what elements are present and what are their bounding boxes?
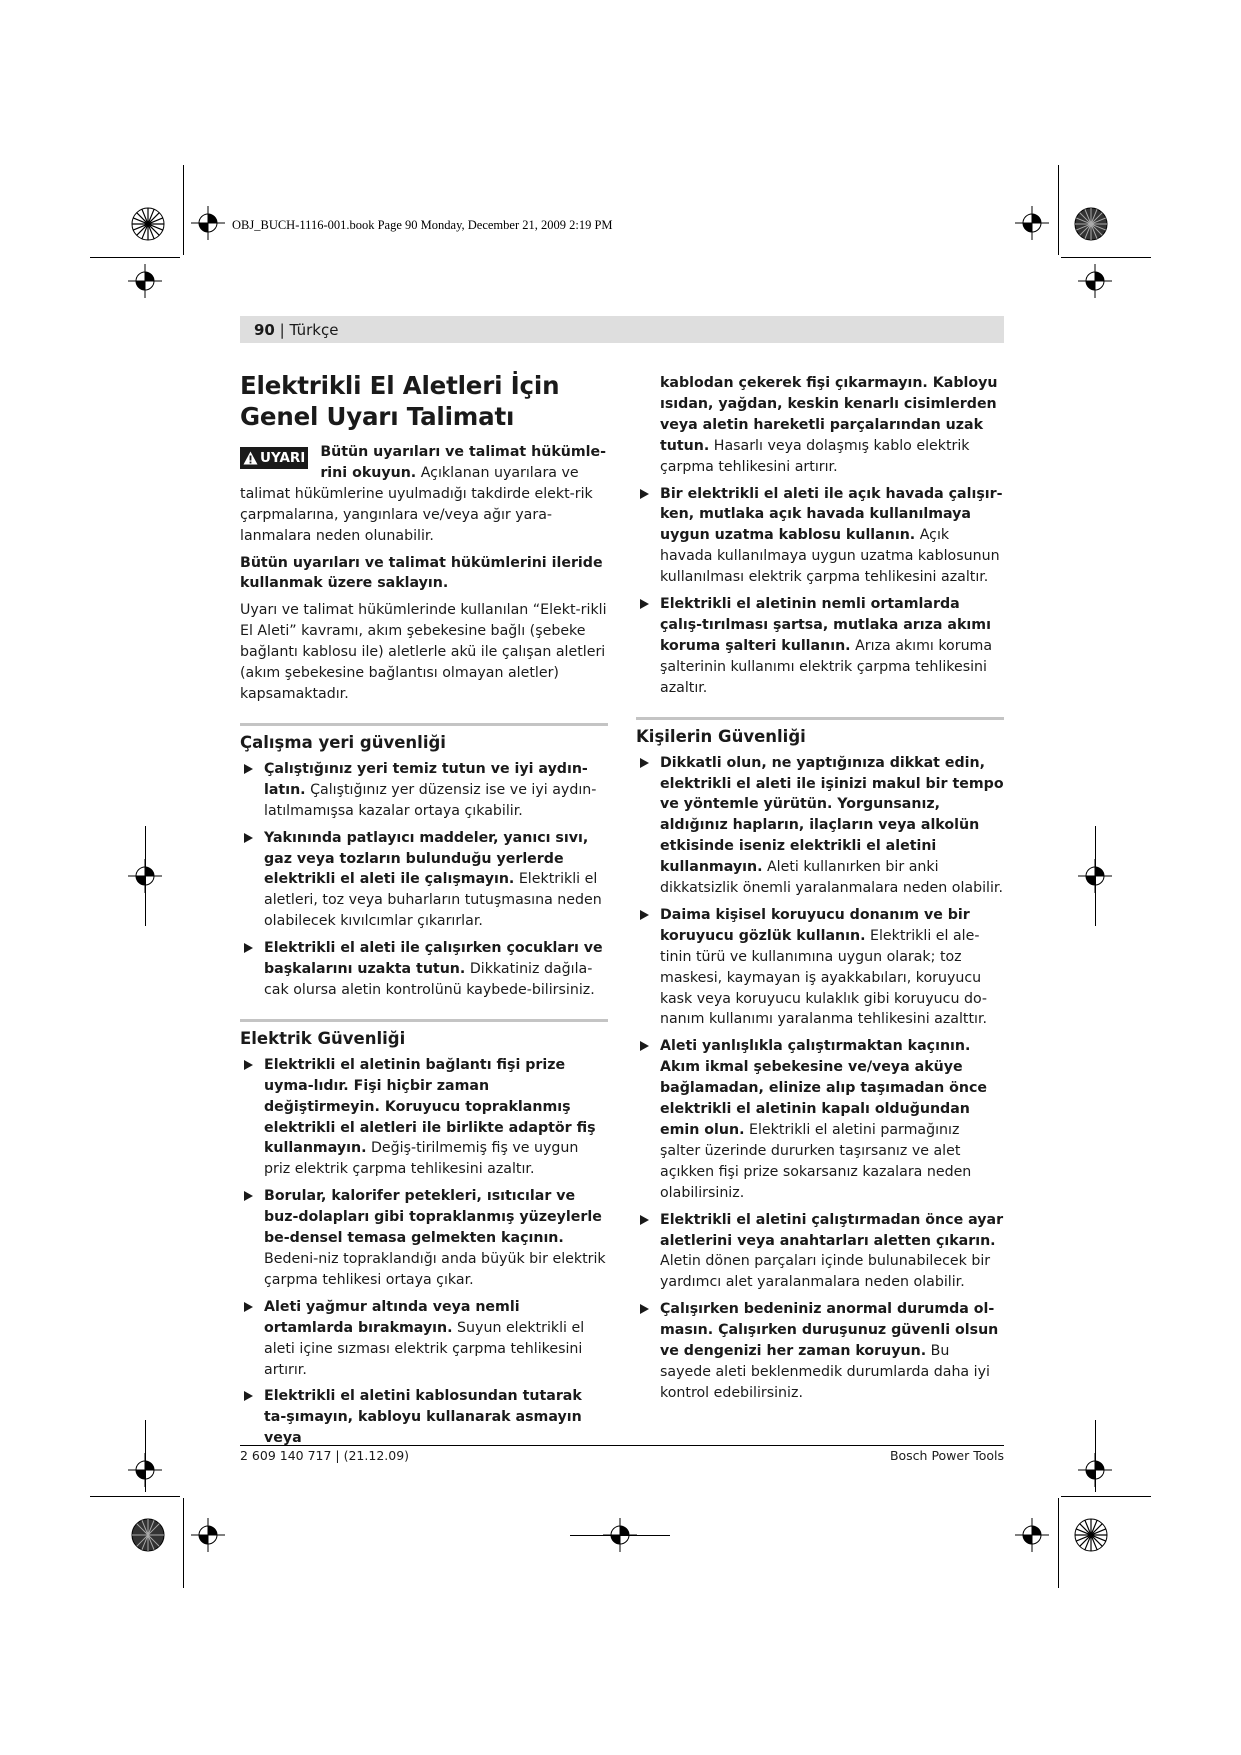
crop-line <box>1061 257 1151 258</box>
header-text <box>254 321 338 339</box>
footer-doc-number: 2 609 140 717 | (21.12.09) <box>240 1448 410 1463</box>
footer-brand: Bosch Power Tools <box>889 1448 1004 1463</box>
list-item <box>240 1186 608 1291</box>
item-text: Dikkatiniz dağıla-cak olursa aletin kontrolünü kaybede-bilirsiniz. <box>264 961 595 998</box>
item-bold: Elektrikli el aletinin nemli ortamlarda çalış-tırılması şartsa, mutlaka arıza akımı koruma şalteri kullanın. <box>660 596 991 654</box>
item-text: Aletin dönen parçaları içinde bulunabilecek bir yardımcı alet yaralanmalara neden olabilir. <box>660 1253 991 1291</box>
color-registration-icon <box>1074 1518 1108 1552</box>
list-item <box>240 828 608 933</box>
warning-block <box>240 442 608 547</box>
item-text: Elektrikli el ale-tinin türü ve kullanımına uygun olarak; toz maskesi, kaymayan iş ayakkabıları, koruyucu kask veya koruyucu kulaklık gibi koruyucu do-nanım kullanımı yaralanma tehlikesini azalttır. <box>660 927 988 1028</box>
section-title: Elektrik Güvenliği <box>240 1028 406 1048</box>
item-bold: Elektrikli el aleti ile çalışırken çocukları ve başkalarını uzakta tutun. <box>264 940 603 978</box>
bullet-arrow-icon <box>640 1041 649 1051</box>
item-text: Arıza akımı koruma şalterinin kullanımı elektrik çarpma tehlikesini azaltır. <box>660 637 993 696</box>
item-text: Aleti kullanırken bir anki dikkatsizlik önemli yaralanmalara neden olabilir. <box>660 859 1003 897</box>
item-text: Elektrikli el aletleri, toz veya buharların tutuşmasına neden olabilecek kıvılcımlar çıkarırlar. <box>264 871 602 930</box>
item-bold: Çalışırken bedeniniz anormal durumda ol-masın. Çalışırken duruşunuz güvenli olsun ve dengenizi her zaman koruyun. <box>660 1301 999 1360</box>
bullet-arrow-icon <box>640 1304 649 1314</box>
crop-line <box>570 1535 670 1536</box>
item-bold: Aleti yağmur altında veya nemli ortamlarda bırakmayın. <box>264 1298 520 1336</box>
page-title: Elektrikli El Aletleri İçin Genel Uyarı Talimatı <box>240 371 560 431</box>
list-item <box>636 1036 1004 1203</box>
warning-badge <box>240 447 308 469</box>
warning-lead-bold: Bütün uyarıları ve talimat hükümle-rini okuyun. <box>320 444 607 481</box>
item-bold: Yakınında patlayıcı maddeler, yanıcı sıvı, gaz veya tozların bulunduğu yerlerde elektrikli el aleti ile çalışmayın. <box>264 829 589 888</box>
color-registration-icon <box>131 207 165 241</box>
list-item <box>636 753 1004 899</box>
section-work-area <box>240 723 608 1001</box>
item-text: Elektrikli el aletini parmağınız şalter üzerinde dururken taşırsanız ve alet açıkken fişi prize sokarsanız kazalara neden olabilirsiniz. <box>660 1122 972 1201</box>
item-bold: Aleti yanlışlıkla çalıştırmaktan kaçının. Akım ikmal şebekesine ve/veya aküye bağlamadan, elinize alıp taşımadan önce elektrikli el aletinin kapalı olduğundan emin olun. <box>660 1038 988 1138</box>
list-item <box>636 1299 1004 1404</box>
section-title: Kişilerin Güvenliği <box>636 726 806 746</box>
crosshair-icon <box>191 1518 225 1552</box>
list-item <box>240 1055 608 1180</box>
left-column <box>240 370 608 1455</box>
item-text: Çalıştığınız yer düzensiz ise ve iyi aydın-latılmamışsa kazalar ortaya çıkabilir. <box>264 781 597 819</box>
crop-line <box>145 1420 146 1492</box>
bullet-arrow-icon <box>640 758 649 768</box>
list-item <box>636 905 1004 1030</box>
item-bold: Bir elektrikli el aleti ile açık havada çalışır-ken, mutlaka açık havada kullanılmaya uygun uzatma kablosu kullanın. <box>660 485 1003 544</box>
book-info-line: OBJ_BUCH-1116-001.book Page 90 Monday, December 21, 2009 2:19 PM <box>232 218 613 232</box>
bullet-arrow-icon <box>244 833 253 843</box>
list-item <box>240 1386 608 1449</box>
crosshair-icon <box>128 264 162 298</box>
item-bold: Çalıştığınız yeri temiz tutun ve iyi aydın-latın. <box>264 760 588 798</box>
footer-rule <box>240 1445 1004 1446</box>
crop-line <box>145 826 146 926</box>
item-bold: Dikkatli olun, ne yaptığınıza dikkat edin, elektrikli el aleti ile işinizi makul bir tempo ve yöntemle yürütün. Yorgunsanız, aldığınız hapların, ilaçların veya alkolün etkisinde iseniz elektrikli el aletini kullanmayın. <box>660 754 1004 876</box>
crop-line <box>90 257 180 258</box>
running-header <box>240 316 1004 343</box>
crop-line <box>183 165 184 255</box>
item-text: Bu sayede aleti beklenmedik durumlarda daha iyi kontrol edebilirsiniz. <box>660 1343 990 1401</box>
list-item <box>240 938 608 1001</box>
bullet-arrow-icon <box>244 1302 253 1312</box>
bullet-arrow-icon <box>244 1191 253 1201</box>
bullet-arrow-icon <box>244 1060 253 1070</box>
item-text: Açık havada kullanılmaya uygun uzatma kablosunun kullanılması elektrik çarpma tehlikesini azaltır. <box>660 527 1000 586</box>
item-bold: Elektrikli el aletini çalıştırmadan önce ayar aletlerini veya anahtarları aletten çıkarın. <box>660 1211 1004 1249</box>
color-registration-icon <box>131 1518 165 1552</box>
item-bold: Elektrikli el aletinin bağlantı fişi prize uyma-lıdır. Fişi hiçbir zaman değiştirmeyin. Koruyucu topraklanmış elektrikli el aletleri ile birlikte adaptör fiş kullanmayın. <box>264 1056 596 1157</box>
bullet-arrow-icon <box>244 1391 253 1401</box>
bullet-arrow-icon <box>640 1215 649 1225</box>
bullet-arrow-icon <box>640 910 649 920</box>
crosshair-icon <box>191 206 225 240</box>
bullet-arrow-icon <box>244 764 253 774</box>
crop-line <box>1058 165 1059 255</box>
item-bold: kablodan çekerek fişi çıkarmayın. Kabloyu ısıdan, yağdan, keskin kenarlı cisimlerden veya aletin hareketli parçalarından uzak tutun. <box>660 375 998 454</box>
save-instructions-note <box>240 553 608 595</box>
section-title: Çalışma yeri güvenliği <box>240 732 446 752</box>
warning-triangle-icon <box>243 451 258 465</box>
item-bold: Borular, kalorifer petekleri, ısıtıcılar ve buz-dolapları gibi topraklanmış yüzeylerle be-densel temasa gelmekten kaçının. <box>264 1188 602 1247</box>
list-item <box>636 1210 1004 1294</box>
crop-line <box>1095 1420 1096 1492</box>
crop-line <box>90 1496 180 1497</box>
item-text: Değiş-tirilmemiş fiş ve uygun priz elektrik çarpma tehlikesini azaltır. <box>264 1140 579 1178</box>
crop-line <box>1061 1496 1151 1497</box>
crosshair-icon <box>1078 264 1112 298</box>
color-registration-icon <box>1074 207 1108 241</box>
item-bold: Daima kişisel koruyucu donanım ve bir koruyucu gözlük kullanın. <box>660 906 970 944</box>
item-text: Hasarlı veya dolaşmış kablo elektrik çarpma tehlikesini artırır. <box>660 437 970 475</box>
item-text: Bedeni-niz topraklandığı anda büyük bir elektrik çarpma tehlikesi ortaya çıkar. <box>264 1251 606 1288</box>
bullet-arrow-icon <box>640 489 649 499</box>
list-item <box>636 594 1004 699</box>
header-language: Türkçe <box>289 321 339 339</box>
item-bold: Elektrikli el aletini kablosundan tutarak ta-şımayın, kabloyu kullanarak asmayın veya <box>264 1388 582 1447</box>
list-item <box>636 484 1004 589</box>
warning-lead-text: Açıklanan uyarılara ve talimat hükümlerine uyulmadığı takdirde elekt-rik çarpmalarına, yangınlara ve/veya ağır yara-lanmalara neden olunabilir. <box>240 464 593 544</box>
list-item <box>240 1297 608 1381</box>
list-item <box>240 759 608 822</box>
item-text: Suyun elektrikli el aleti içine sızması elektrik çarpma tehlikesini artırır. <box>264 1319 585 1378</box>
crosshair-icon <box>1015 206 1049 240</box>
header-separator: | <box>279 321 285 339</box>
section-personal <box>636 717 1004 1404</box>
crop-line <box>1095 826 1096 926</box>
right-column <box>636 370 1004 1410</box>
crop-line <box>183 1498 184 1588</box>
bullet-arrow-icon <box>244 943 253 953</box>
crop-line <box>1058 1498 1059 1588</box>
crosshair-icon <box>1015 1518 1049 1552</box>
section-electric <box>240 1019 608 1449</box>
intro-paragraph: Uyarı ve talimat hükümlerinde kullanılan “Elekt-rikli El Aleti” kavramı, akım şebekesine bağlı (şebeke bağlantı kablosu ile) aletlerle akü ile çalışan aletleri (akım şebekesine bağlantısı olmayan aletler) kapsamaktadır. <box>240 602 607 702</box>
warning-badge-label: UYARI <box>260 450 306 466</box>
save-note-bold: Bütün uyarıları ve talimat hükümlerini ileride kullanmak üzere saklayın. <box>240 554 603 592</box>
page-number: 90 <box>254 321 275 339</box>
bullet-arrow-icon <box>640 599 649 609</box>
list-item-continued <box>636 373 1004 478</box>
